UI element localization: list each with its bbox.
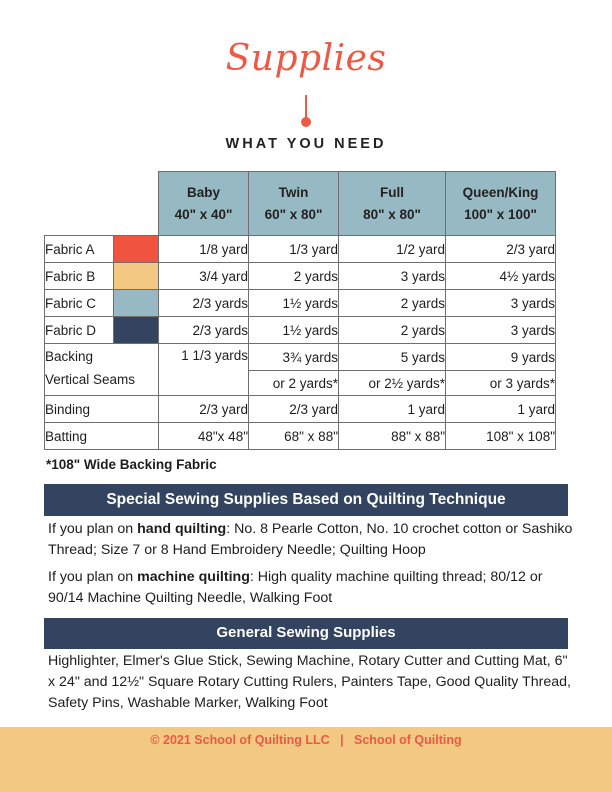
row-label: Fabric A [45,236,114,263]
cell-baby: 2/3 yards [159,290,249,317]
cell-twin: 1/3 yard [249,236,339,263]
column-header-queen-king [446,172,556,236]
cell-baby: 1 1/3 yards [159,344,249,396]
cell-full-alt: or 2½ yards* [339,371,446,396]
cell-baby: 2/3 yard [159,396,249,423]
column-header-twin [249,172,339,236]
machine-quilting-paragraph [48,567,578,609]
backing-label: Backing [45,349,94,364]
row-label: Batting [45,423,159,450]
page-subtitle: WHAT YOU NEED [225,136,387,152]
cell-baby: 48"x 48" [159,423,249,450]
machine-quilting-text: : High quality machine quilting thread; 80/12 or 90/14 Machine Quilting Needle, Walking Foot [48,569,543,606]
cell-twin: 68" x 88" [249,423,339,450]
fabric-color-swatch [114,317,159,344]
table-row-binding [45,396,556,423]
paragraph-prefix: If you plan on [48,569,138,585]
column-header-full [339,172,446,236]
column-name: Full [380,184,404,200]
cell-full: 5 yards [339,344,446,371]
special-supplies-heading: Special Sewing Supplies Based on Quilting Technique [44,484,568,516]
cell-full: 1/2 yard [339,236,446,263]
fabric-color-swatch [114,263,159,290]
cell-full: 3 yards [339,263,446,290]
cell-baby: 3/4 yard [159,263,249,290]
row-label-backing [45,344,159,396]
cell-twin-alt: or 2 yards* [249,371,339,396]
cell-twin: 3¾ yards [249,344,339,371]
cell-full: 2 yards [339,317,446,344]
cell-queen-king: 9 yards [446,344,556,371]
column-size: 40" x 40" [174,206,233,222]
copyright-text: © 2021 School of Quilting LLC | School of Quilting [150,733,462,747]
table-row-fabric-a [45,236,556,263]
cell-baby: 2/3 yards [159,317,249,344]
cell-full: 88" x 88" [339,423,446,450]
backing-footnote: *108" Wide Backing Fabric [46,457,217,472]
cell-queen-king: 2/3 yard [446,236,556,263]
cell-twin: 2 yards [249,263,339,290]
table-row-backing [45,344,556,371]
page-title: Supplies [225,38,387,79]
row-label: Fabric C [45,290,114,317]
column-size: 80" x 80" [363,206,421,222]
column-name: Baby [186,184,220,200]
cell-twin: 1½ yards [249,317,339,344]
row-label: Fabric B [45,263,114,290]
column-header-baby [159,172,249,236]
header-blank-cell [45,172,159,236]
paragraph-prefix: If you plan on [48,521,138,537]
hand-quilting-term: hand quilting [137,521,227,537]
pin-dot-decoration [301,117,311,127]
table-row-batting [45,423,556,450]
machine-quilting-term: machine quilting [137,569,250,585]
pin-stem-decoration [305,95,307,119]
cell-twin: 1½ yards [249,290,339,317]
cell-twin: 2/3 yard [249,396,339,423]
general-supplies-heading: General Sewing Supplies [44,618,568,649]
footer-band [0,727,612,792]
hand-quilting-text: : No. 8 Pearle Cotton, No. 10 crochet cotton or Sashiko Thread; Size 7 or 8 Hand Embroidery Needle; Quilting Hoop [48,521,573,558]
column-size: 60" x 80" [264,206,323,222]
cell-full: 2 yards [339,290,446,317]
cell-queen-king: 108" x 108" [446,423,556,450]
column-name: Twin [278,184,309,200]
cell-baby: 1/8 yard [159,236,249,263]
vertical-seams-label: Vertical Seams [45,372,136,387]
row-label: Binding [45,396,159,423]
cell-queen-king: 1 yard [446,396,556,423]
general-supplies-text: Highlighter, Elmer's Glue Stick, Sewing Machine, Rotary Cutter and Cutting Mat, 6" x 24" and 12½" Square Rotary Cutting Rulers, Painters Tape, Good Quality Thread, Safety Pins, Washable Marker, Walking Foot [48,653,571,711]
column-size: 100" x 100" [464,206,537,222]
column-name: Queen/King [462,184,539,200]
table-row-fabric-d [45,317,556,344]
fabric-color-swatch [114,290,159,317]
table-row-fabric-c [45,290,556,317]
fabric-color-swatch [114,236,159,263]
hand-quilting-paragraph [48,519,578,561]
cell-queen-king: 3 yards [446,317,556,344]
supplies-table [44,171,556,450]
cell-queen-king-alt: or 3 yards* [446,371,556,396]
cell-queen-king: 3 yards [446,290,556,317]
table-row-fabric-b [45,263,556,290]
row-label: Fabric D [45,317,114,344]
cell-full: 1 yard [339,396,446,423]
table-header-row [45,172,556,236]
cell-queen-king: 4½ yards [446,263,556,290]
